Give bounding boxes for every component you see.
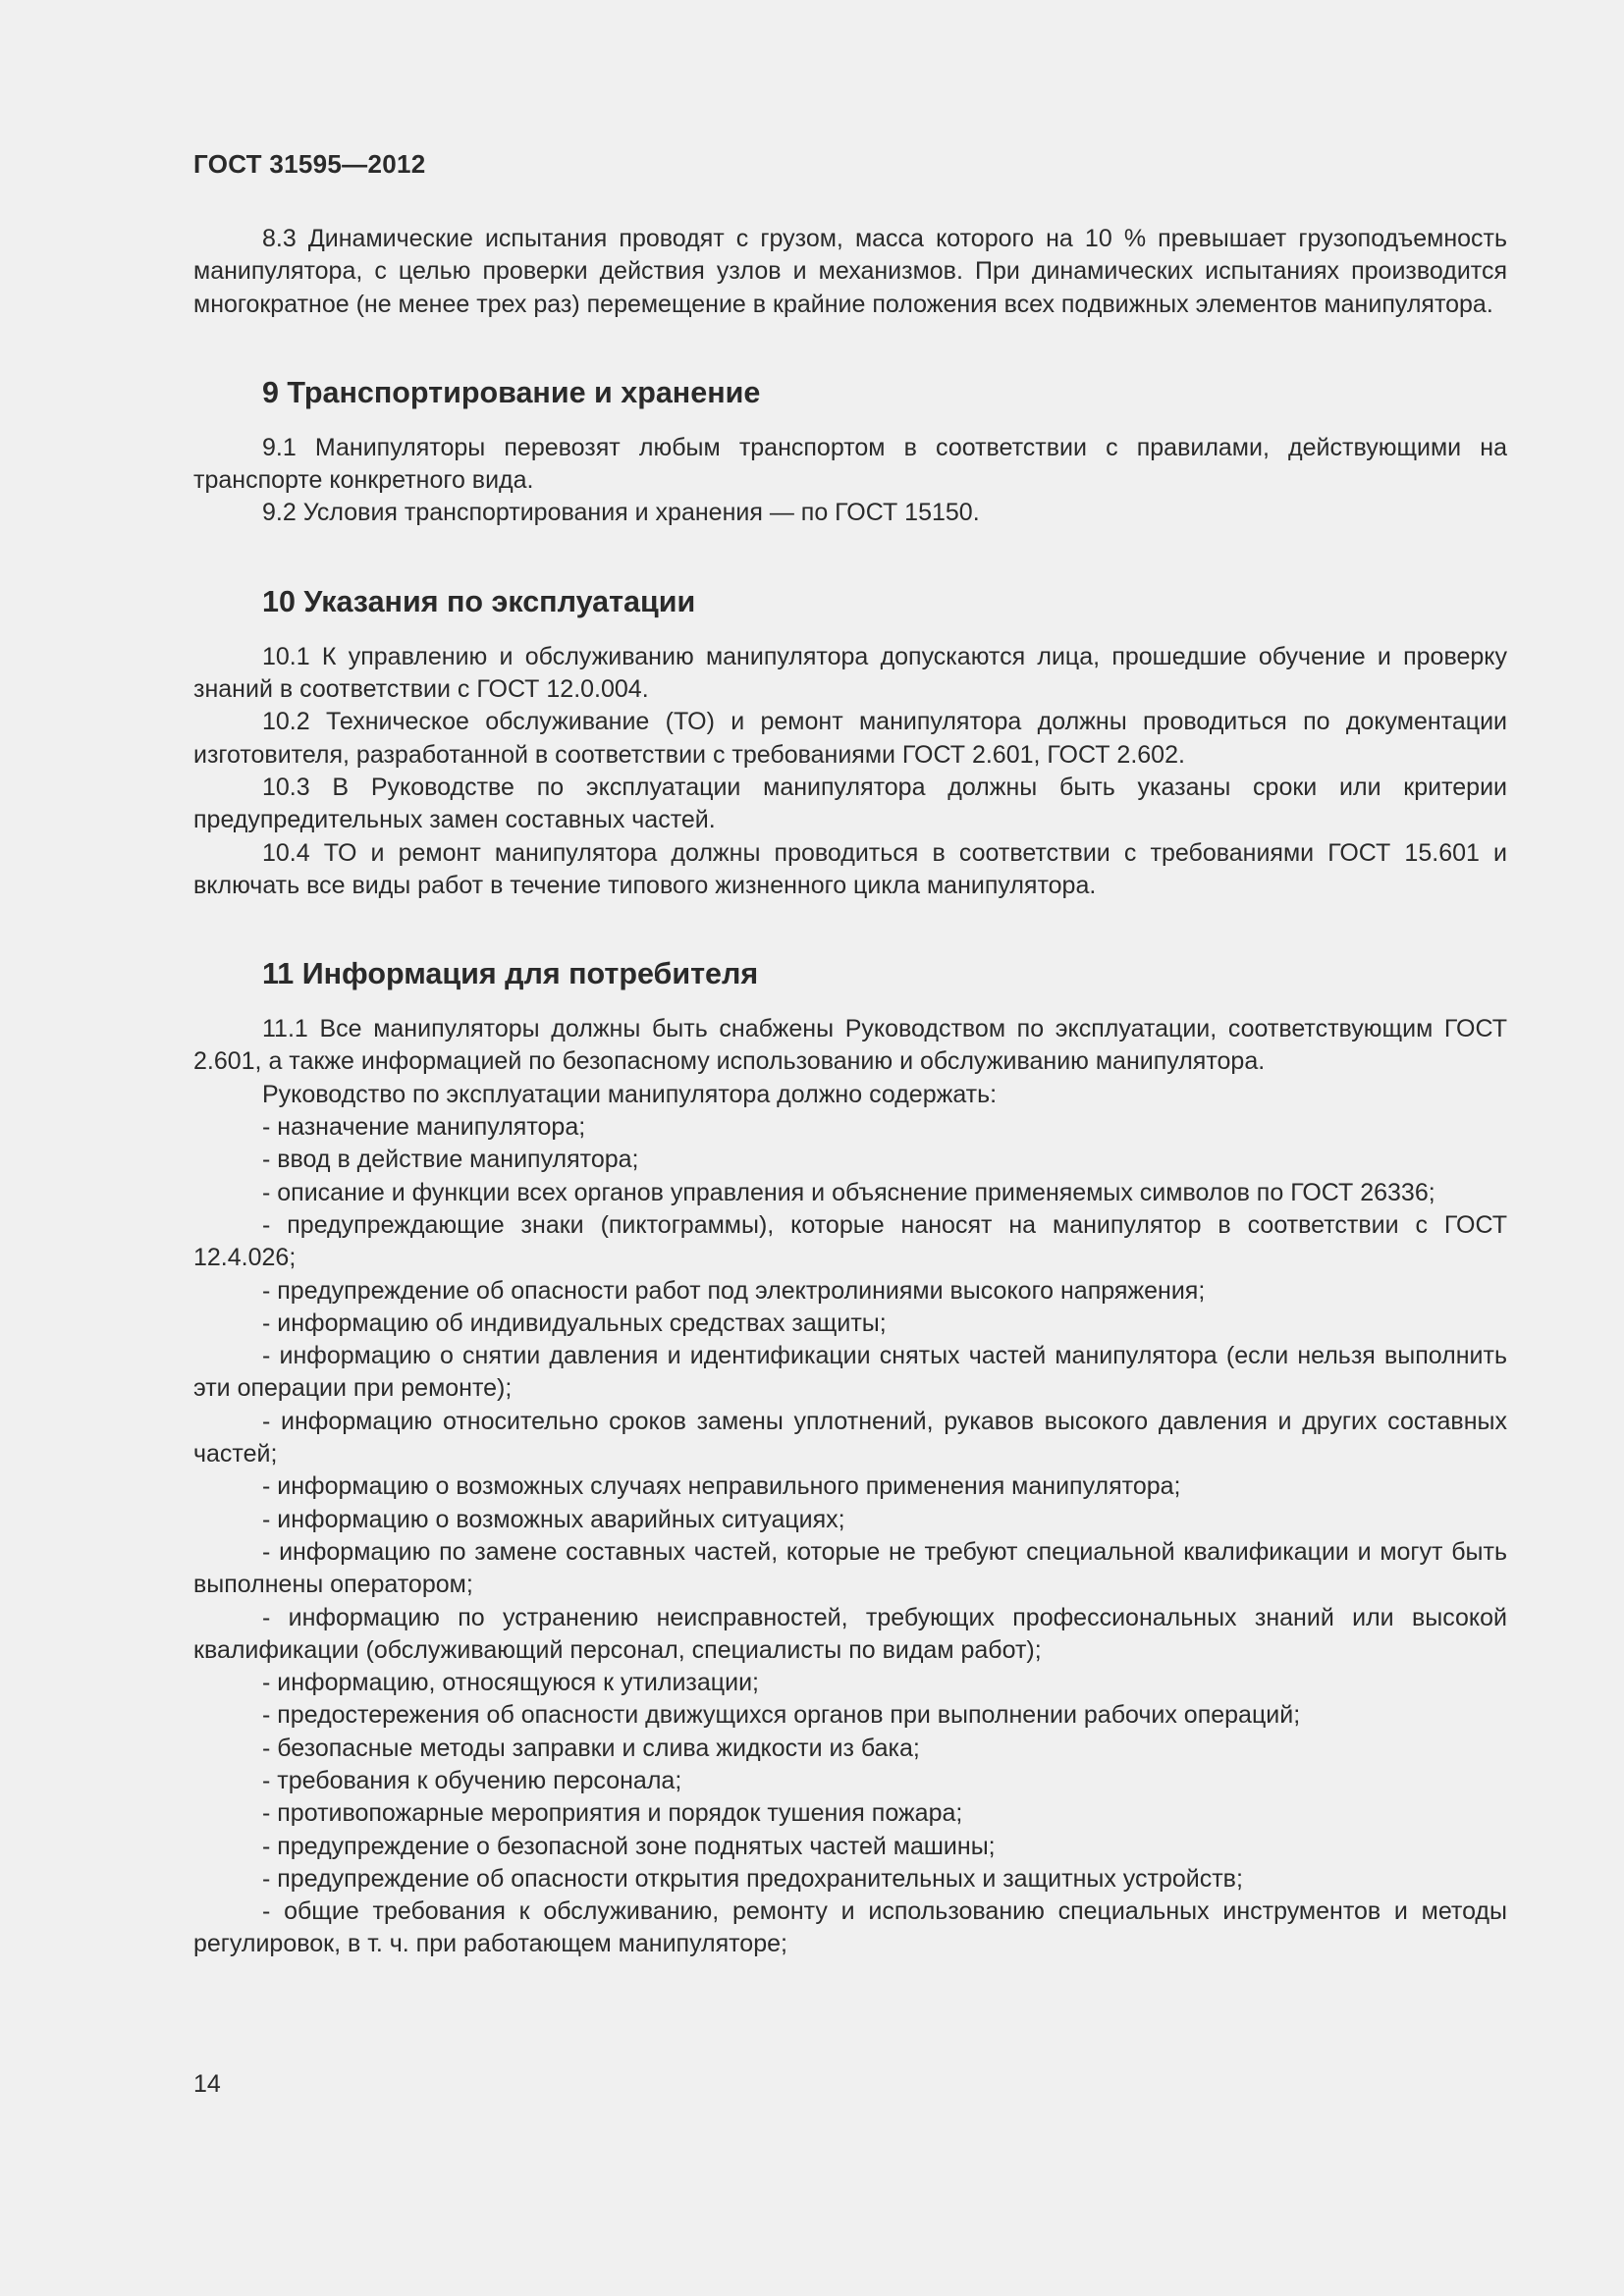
list-item: - назначение манипулятора; <box>262 1113 586 1142</box>
spacer <box>193 902 1507 954</box>
spacer <box>193 412 1507 432</box>
list-item: - требования к обучению персонала; <box>262 1766 682 1794</box>
spacer <box>193 321 1507 373</box>
list-item: - информацию по замене составных частей, которые не требуют специальной квалификации и могут быть выполнены оператором; <box>193 1537 1507 1599</box>
list-item: - предостережения об опасности движущихся органов при выполнении рабочих операций; <box>262 1701 1301 1730</box>
list-item: - информацию о возможных случаях неправильного применения манипулятора; <box>262 1472 1181 1501</box>
paragraph-9-2: 9.2 Условия транспортирования и хранения — по ГОСТ 15150. <box>262 499 980 527</box>
spacer <box>193 530 1507 582</box>
list-item: - информацию о возможных аварийных ситуациях; <box>262 1505 845 1533</box>
paragraph-8-3: 8.3 Динамические испытания проводят с грузом, масса которого на 10 % превышает грузоподъемность манипулятора, с целью проверки действия узлов и механизмов. При динамических испытаниях производится многократное (не менее трех раз) перемещение в крайние положения всех подвижных элементов манипулятора. <box>193 225 1507 318</box>
paragraph-11-1: 11.1 Все манипуляторы должны быть снабжены Руководством по эксплуатации, соответствующим ГОСТ 2.601, а также информацией по безопасному использованию и обслуживанию манипулятора. <box>193 1015 1507 1076</box>
list-intro: Руководство по эксплуатации манипулятора должно содержать: <box>262 1080 998 1108</box>
paragraph-10-2: 10.2 Техническое обслуживание (ТО) и ремонт манипулятора должны проводиться по документации изготовителя, разработанной в соответствии с требованиями ГОСТ 2.601, ГОСТ 2.602. <box>193 708 1507 769</box>
paragraph-10-3: 10.3 В Руководстве по эксплуатации манипулятора должны быть указаны сроки или критерии предупредительных замен составных частей. <box>193 773 1507 834</box>
list-item: - информацию об индивидуальных средствах защиты; <box>262 1308 887 1337</box>
section-10-heading: 10 Указания по эксплуатации <box>262 584 696 618</box>
list-item: - предупреждающие знаки (пиктограммы), которые наносят на манипулятор в соответствии с ГОСТ 12.4.026; <box>193 1210 1507 1272</box>
paragraph-10-4: 10.4 ТО и ремонт манипулятора должны проводиться в соответствии с требованиями ГОСТ 15.601 и включать все виды работ в течение типового жизненного цикла манипулятора. <box>193 838 1507 899</box>
paragraph-10-1: 10.1 К управлению и обслуживанию манипулятора допускаются лица, прошедшие обучение и проверку знаний в соответствии с ГОСТ 12.0.004. <box>193 642 1507 704</box>
document-body <box>193 223 1507 1961</box>
list-item: - противопожарные мероприятия и порядок тушения пожара; <box>262 1799 963 1828</box>
list-item: - предупреждение об опасности работ под электролиниями высокого напряжения; <box>262 1276 1206 1305</box>
paragraph-9-1: 9.1 Манипуляторы перевозят любым транспортом в соответствии с правилами, действующими на транспорте конкретного вида. <box>193 433 1507 495</box>
list-item: - предупреждение об опасности открытия предохранительных и защитных устройств; <box>262 1864 1243 1893</box>
list-item: - безопасные методы заправки и слива жидкости из бака; <box>262 1734 920 1762</box>
list-item: - общие требования к обслуживанию, ремонту и использованию специальных инструментов и методы регулировок, в т. ч. при работающем манипуляторе; <box>193 1897 1507 1958</box>
list-item: - описание и функции всех органов управления и объяснение применяемых символов по ГОСТ 26336; <box>262 1178 1435 1206</box>
list-item: - информацию, относящуюся к утилизации; <box>262 1669 759 1697</box>
spacer <box>193 993 1507 1013</box>
list-item: - информацию по устранению неисправностей, требующих профессиональных знаний или высокой квалификации (обслуживающий персонал, специалисты по видам работ); <box>193 1603 1507 1664</box>
list-item: - предупреждение о безопасной зоне поднятых частей машины; <box>262 1832 996 1860</box>
list-item: - ввод в действие манипулятора; <box>262 1146 639 1174</box>
section-11-heading: 11 Информация для потребителя <box>262 957 759 991</box>
spacer <box>193 621 1507 641</box>
list-item: - информацию относительно сроков замены уплотнений, рукавов высокого давления и других составных частей; <box>193 1407 1507 1468</box>
list-item: - информацию о снятии давления и идентификации снятых частей манипулятора (если нельзя выполнить эти операции при ремонте); <box>193 1342 1507 1403</box>
section-9-heading: 9 Транспортирование и хранение <box>262 375 761 409</box>
document-id-header: ГОСТ 31595—2012 <box>193 149 426 179</box>
page-number: 14 <box>193 2070 221 2098</box>
